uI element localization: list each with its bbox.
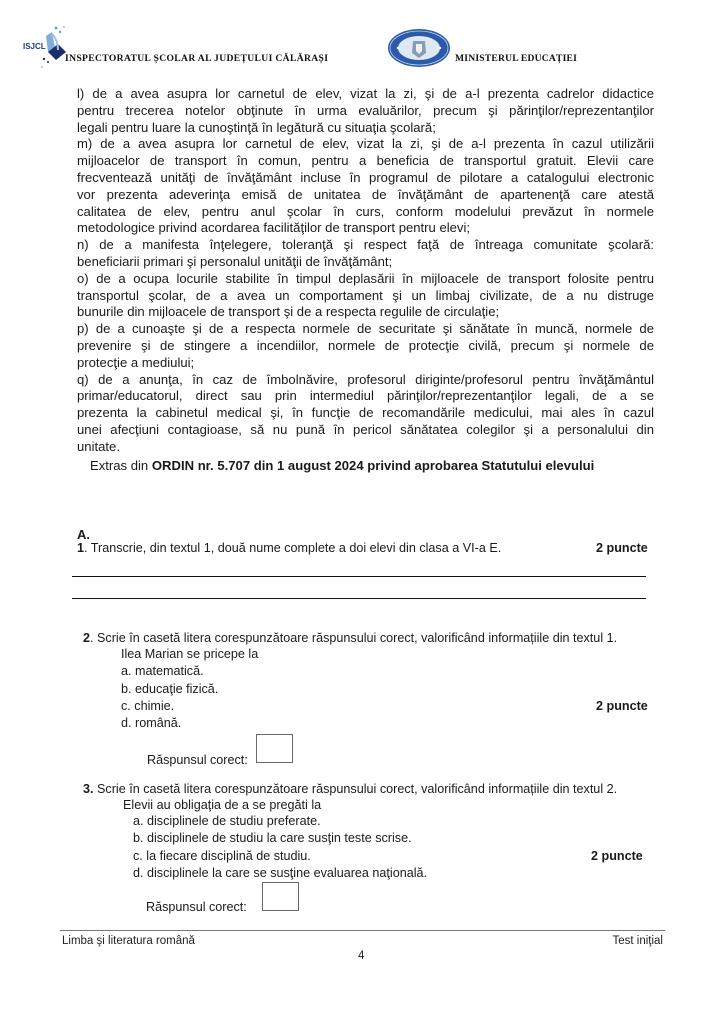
question-2-option-a: a. matematică. <box>121 664 204 678</box>
question-3-option-b: b. disciplinele de studiu la care susţin teste scrise. <box>133 831 412 845</box>
text-line: q) de a anunţa, în caz de îmbolnăvire, profesorul diriginte/profesorul pentru învăţământul <box>77 371 654 387</box>
text-line: frecventează unităţi de învăţământ incluse în programul de pilotare a catalogului electronic <box>77 169 654 185</box>
source-prefix: Extras din <box>90 458 152 473</box>
text-line: prevenire şi de stingere a incendiilor, normele de protecţie civilă, precum şi normele de <box>77 337 654 353</box>
question-3-points: 2 puncte <box>591 849 643 863</box>
government-seal-logo <box>386 27 452 69</box>
footer-divider <box>60 930 665 931</box>
question-2-stem: Ilea Marian se pricepe la <box>121 647 259 661</box>
page-number: 4 <box>358 950 365 962</box>
text-line: mijloacelor de transport în comun, pentru a beneficia de transportul gratuit. Elevii care <box>77 153 654 169</box>
ministry-title: MINISTERUL EDUCAȚIEI <box>455 53 578 64</box>
question-3-number: 3. <box>83 782 94 796</box>
question-3-answer-label: Răspunsul corect: <box>146 900 247 914</box>
footer-subject: Limba şi literatura română <box>62 935 195 947</box>
answer-line-1[interactable] <box>72 576 646 577</box>
footer-test-type: Test iniţial <box>612 935 663 947</box>
question-2-option-c: c. chimie. <box>121 699 175 713</box>
question-2-option-b: b. educaţie fizică. <box>121 682 219 696</box>
source-order-title: ORDIN nr. 5.707 din 1 august 2024 privind aprobarea Statutului elevului <box>151 458 595 473</box>
question-1 <box>77 541 501 555</box>
section-a-label: A. <box>77 527 90 542</box>
question-3-option-a: a. disciplinele de studiu preferate. <box>133 814 321 828</box>
question-3-answer-box[interactable] <box>262 882 299 911</box>
question-1-points: 2 puncte <box>596 541 648 555</box>
question-3-text: Scrie în casetă litera corespunzătoare răspunsului corect, valorificând informațiile din textul 2. <box>93 782 618 796</box>
statute-excerpt <box>77 86 654 456</box>
text-line: n) de a manifesta înţelegere, toleranţă şi respect faţă de întreaga comunitate şcolară: <box>77 237 654 253</box>
text-line: metodologice privind acordarea facilităţilor de transport pentru elevi; <box>77 220 471 236</box>
question-3-option-c: c. la fiecare disciplină de studiu. <box>133 849 311 863</box>
text-line: unei afecţiuni contagioase, să nu pună în pericol sănătatea colegilor şi a personalului din <box>77 421 654 437</box>
text-line: pentru trecerea notelor obţinute în urma evaluărilor, precum şi părinţilor/reprezentanţilor <box>77 102 654 118</box>
text-line: l) de a avea asupra lor carnetul de elev, vizat la zi, şi de a-l prezenta cadrelor didactice <box>77 86 654 101</box>
question-3-option-d: d. disciplinele la care se susţine evaluarea naţională. <box>133 866 428 880</box>
question-1-text: . Transcrie, din textul 1, două nume complete a doi elevi din clasa a VI-a E. <box>84 541 502 555</box>
question-2-option-d: d. română. <box>121 716 182 730</box>
text-line: primar/educatorul, direct sau prin intermediul părinţilor/reprezentanţilor legali, de a se <box>77 388 654 404</box>
text-line: legali pentru luare la cunoştinţă în legătură cu situaţia şcolară; <box>77 119 436 135</box>
source-citation <box>90 458 594 473</box>
text-line: p) de a cunoaşte şi de a respecta normele de securitate şi sănătate în muncă, normele de <box>77 321 654 337</box>
question-2-points: 2 puncte <box>596 699 648 713</box>
text-line: beneficiarii primari şi personalul unităţii de învăţământ; <box>77 253 393 269</box>
inspectorate-title: INSPECTORATUL ȘCOLAR AL JUDEȚULUI CĂLĂRAȘI <box>65 53 329 64</box>
svg-text:ISJCL: ISJCL <box>23 42 46 51</box>
text-line: unitate. <box>77 438 120 454</box>
question-3-stem: Elevii au obligaţia de a se pregăti la <box>123 798 322 812</box>
text-line: protecţie a mediului; <box>77 354 195 370</box>
question-2-number: 2 <box>83 631 91 645</box>
text-line: transportul şcolar, de a avea un comportament şi un limbaj civilizate, de a nu distruge <box>77 287 654 303</box>
question-2-answer-box[interactable] <box>256 734 293 763</box>
question-1-number: 1 <box>77 541 85 555</box>
text-line: calitatea de elev, pentru anul şcolar în curs, conform modelului prevăzut în normele <box>77 203 654 219</box>
text-line: m) de a avea asupra lor carnetul de elev, vizat la zi, şi de a-l prezenta în cazul utilizării <box>77 136 654 152</box>
question-3 <box>83 782 617 796</box>
isjcl-logo <box>22 22 82 72</box>
text-line: vor prezenta adeverinţa emisă de unitatea de învăţământ de apartenenţă care atestă <box>77 186 654 202</box>
text-line: o) de a ocupa locurile stabilite în timpul deplasării în mijloacele de transport folosite pentru <box>77 270 654 286</box>
text-line: bunurile din mijloacele de transport şi de a respecta regulile de circulaţie; <box>77 304 500 320</box>
question-2 <box>83 631 617 645</box>
question-2-text: . Scrie în casetă litera corespunzătoare răspunsului corect, valorificând informațiile din textul 1. <box>90 631 618 645</box>
text-line: prezenta la cabinetul medical şi, în funcţie de recomandările medicului, mai ales în cazul <box>77 405 654 421</box>
answer-line-2[interactable] <box>72 598 646 599</box>
question-2-answer-label: Răspunsul corect: <box>147 753 248 767</box>
